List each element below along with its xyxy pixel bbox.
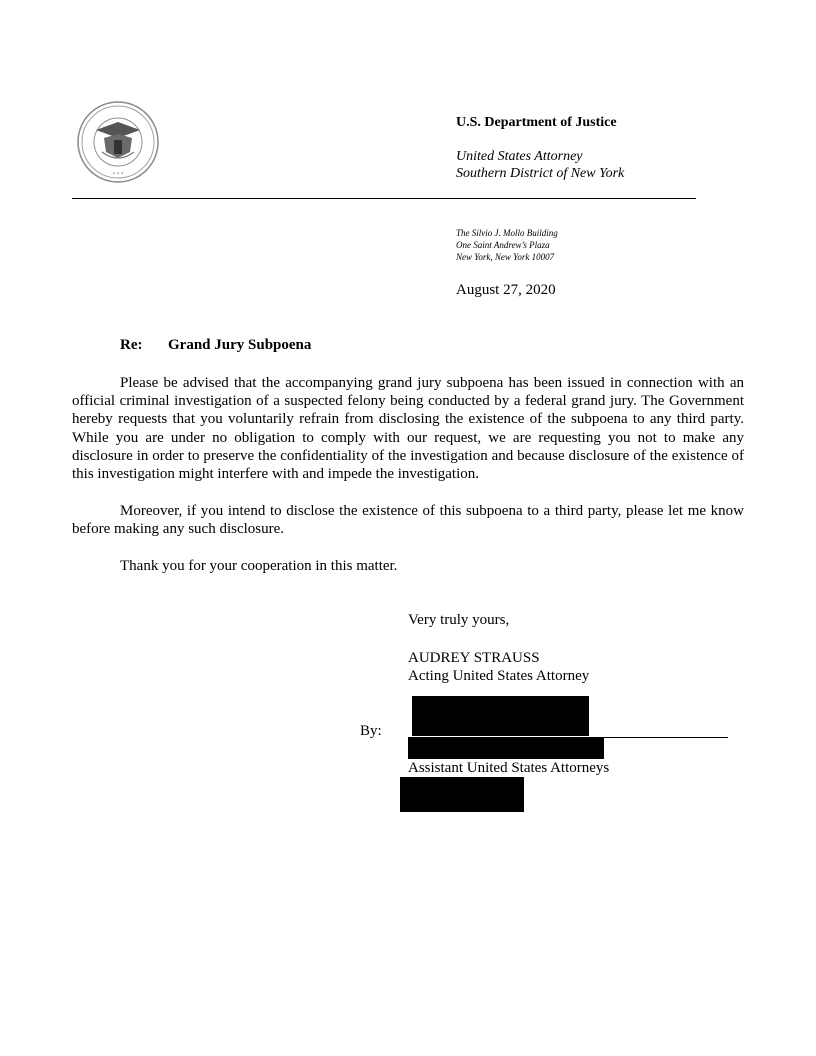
closing: Very truly yours,: [408, 612, 510, 628]
body-paragraph-2: Moreover, if you intend to disclose the existence of this subpoena to a third party, please let me know before making any such disclosure.: [72, 503, 744, 538]
address-line-2: One Saint Andrew’s Plaza: [456, 240, 550, 250]
by-label: By:: [360, 723, 382, 739]
address-line-3: New York, New York 10007: [456, 252, 555, 262]
redaction-signature: [412, 696, 589, 736]
office-address: [456, 227, 558, 263]
address-line-1: The Silvio J. Mollo Building: [456, 228, 558, 238]
attorney-block: [408, 649, 589, 685]
svg-text:* * *: * * *: [112, 172, 124, 178]
redaction-signer-name: [408, 737, 604, 759]
attorney-title: Acting United States Attorney: [408, 668, 590, 684]
letter-date: August 27, 2020: [456, 282, 556, 298]
office-name: [456, 148, 624, 182]
redaction-contact: [400, 777, 524, 812]
office-line-1: United States Attorney: [456, 149, 583, 164]
re-label: Re:: [120, 337, 143, 353]
header-divider: [72, 198, 696, 199]
department-of-justice-seal-icon: [74, 100, 168, 184]
body-paragraph-3: Thank you for your cooperation in this matter.: [120, 558, 398, 574]
re-subject: Grand Jury Subpoena: [168, 337, 312, 353]
signer-title: Assistant United States Attorneys: [408, 760, 610, 776]
attorney-name: AUDREY STRAUSS: [408, 650, 540, 666]
body-paragraph-1: Please be advised that the accompanying grand jury subpoena has been issued in connection with an official criminal investigation of a suspected felony being conducted by a federal grand jury. The Government hereby requests that you voluntarily refrain from disclosing the existence of the subpoena to any third party. While you are under no obligation to comply with our request, we are requesting you not to make any disclosure in order to preserve the confidentiality of the investigation and because disclosure of the existence of this investigation might interfere with and impede the investigation.: [72, 375, 744, 483]
department-name: U.S. Department of Justice: [456, 115, 617, 130]
office-line-2: Southern District of New York: [456, 166, 625, 181]
